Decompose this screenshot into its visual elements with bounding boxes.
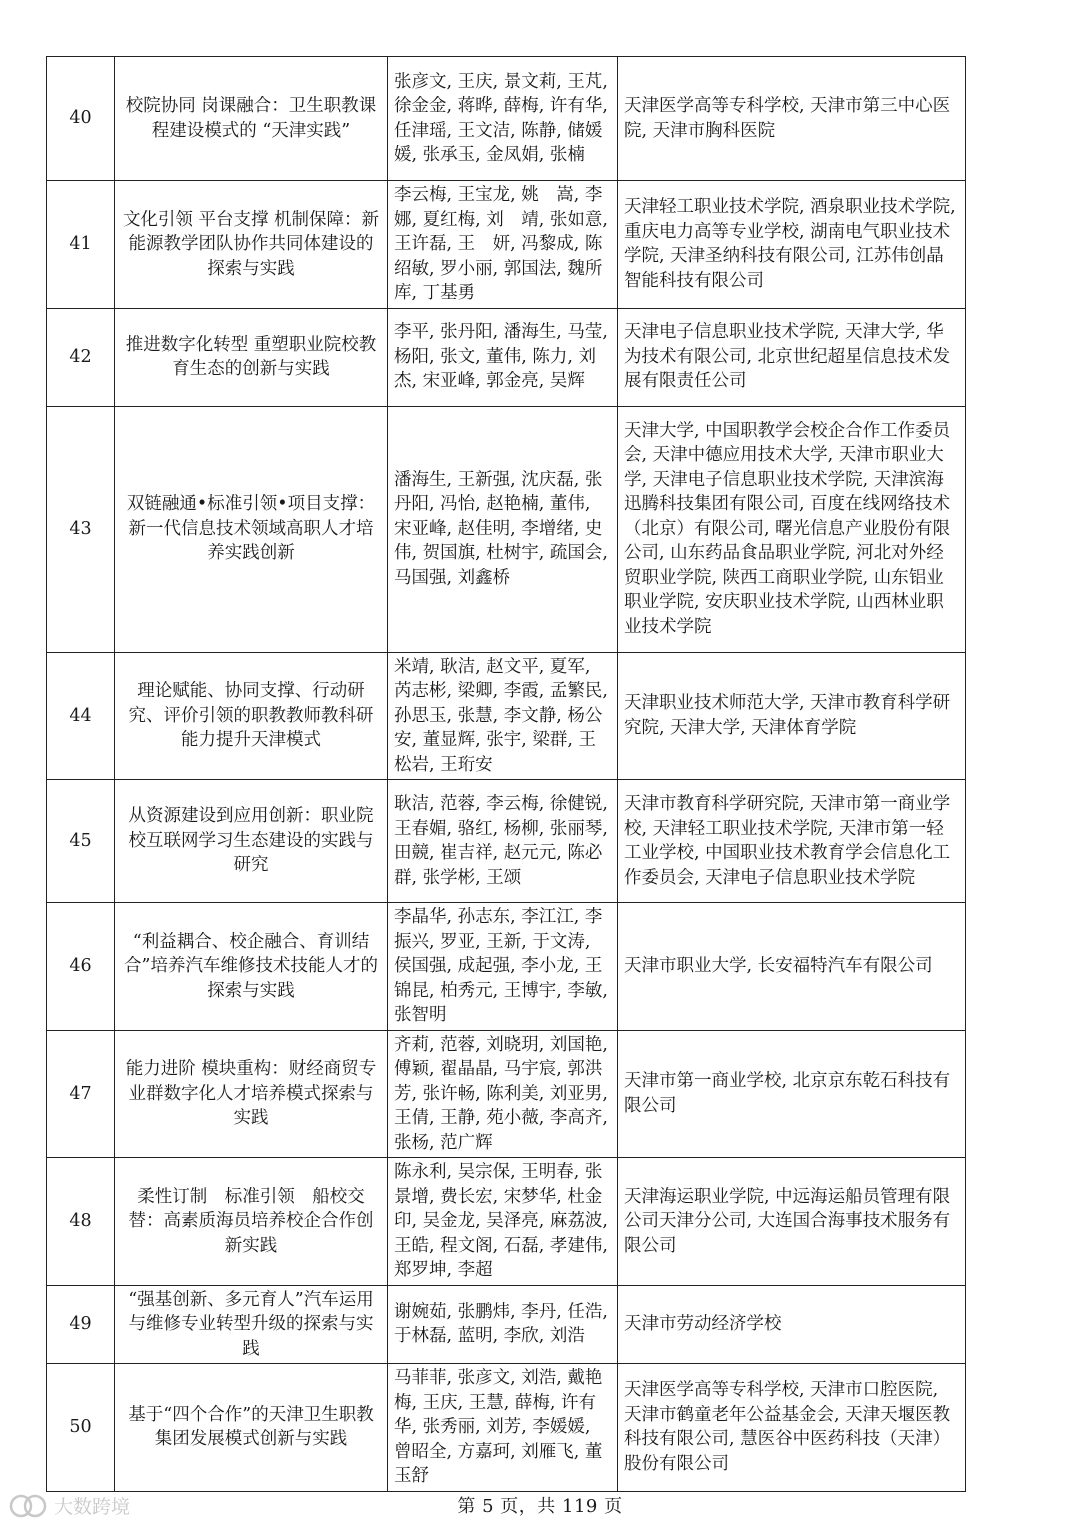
project-title-cell: 双链融通•标准引领•项目支撑：新一代信息技术领域高职人才培养实践创新: [115, 406, 388, 652]
institutions-cell: 天津大学, 中国职教学会校企合作工作委员会, 天津中德应用技术大学, 天津市职业大学, 天津电子信息职业技术学院, 天津滨海迅腾科技集团有限公司, 百度在线网络技术（北京）有限公司, 曙光信息产业股份有限公司, 山东药品食品职业学院, 河北对外经贸职业学院, 陕西工商职业学院, 山东铝业职业学院, 安庆职业技术学院, 山西林业职业技术学院: [618, 406, 966, 652]
table-row: [47, 652, 966, 780]
institutions-cell: 天津海运职业学院, 中远海运船员管理有限公司天津分公司, 大连国合海事技术服务有限公司: [618, 1158, 966, 1286]
row-number-cell: 44: [47, 652, 115, 780]
table-body: [47, 57, 966, 1492]
project-title-cell: 基于“四个合作”的天津卫生职教集团发展模式创新与实践: [115, 1364, 388, 1492]
table-row: [47, 1158, 966, 1286]
team-members-cell: 潘海生, 王新强, 沈庆磊, 张丹阳, 冯怡, 赵艳楠, 董伟, 宋亚峰, 赵佳明, 李增绪, 史伟, 贺国旗, 杜树宇, 疏国会, 马国强, 刘鑫桥: [388, 406, 618, 652]
table-row: [47, 308, 966, 406]
project-title-cell: 能力进阶 模块重构：财经商贸专业群数字化人才培养模式探索与实践: [115, 1030, 388, 1158]
row-number-cell: 46: [47, 903, 115, 1031]
table-row: [47, 406, 966, 652]
institutions-cell: 天津医学高等专科学校, 天津市第三中心医院, 天津市胸科医院: [618, 57, 966, 181]
institutions-cell: 天津市劳动经济学校: [618, 1285, 966, 1364]
row-number-cell: 48: [47, 1158, 115, 1286]
project-title-cell: “利益耦合、校企融合、育训结合”培养汽车维修技术技能人才的探索与实践: [115, 903, 388, 1031]
team-members-cell: 齐莉, 范蓉, 刘晓玥, 刘国艳, 傅颖, 翟晶晶, 马宇宸, 郭洪芳, 张许畅, 陈利美, 刘亚男, 王倩, 王静, 苑小薇, 李高齐, 张杨, 范广辉: [388, 1030, 618, 1158]
table-row: [47, 903, 966, 1031]
row-number-cell: 40: [47, 57, 115, 181]
team-members-cell: 陈永利, 吴宗保, 王明春, 张景增, 费长宏, 宋梦华, 杜金印, 吴金龙, 吴泽亮, 麻荔波, 王皓, 程文阁, 石磊, 孝建伟, 郑罗坤, 李超: [388, 1158, 618, 1286]
row-number-cell: 47: [47, 1030, 115, 1158]
institutions-cell: 天津职业技术师范大学, 天津市教育科学研究院, 天津大学, 天津体育学院: [618, 652, 966, 780]
table-row: [47, 780, 966, 903]
team-members-cell: 李晶华, 孙志东, 李江江, 李振兴, 罗亚, 王新, 于文涛, 侯国强, 成起强, 李小龙, 王锦昆, 柏秀元, 王博宇, 李敏, 张智明: [388, 903, 618, 1031]
project-title-cell: “强基创新、多元育人”汽车运用与维修专业转型升级的探索与实践: [115, 1285, 388, 1364]
team-members-cell: 张彦文, 王庆, 景文莉, 王芃, 徐金金, 蒋晔, 薛梅, 许有华, 任津瑶, 王文洁, 陈静, 储媛媛, 张承玉, 金凤娟, 张楠: [388, 57, 618, 181]
institutions-cell: 天津电子信息职业技术学院, 天津大学, 华为技术有限公司, 北京世纪超星信息技术发展有限责任公司: [618, 308, 966, 406]
project-title-cell: 柔性订制 标准引领 船校交替：高素质海员培养校企合作创新实践: [115, 1158, 388, 1286]
table-row: [47, 181, 966, 309]
institutions-cell: 天津市职业大学, 长安福特汽车有限公司: [618, 903, 966, 1031]
team-members-cell: 李云梅, 王宝龙, 姚 嵩, 李 娜, 夏红梅, 刘 靖, 张如意, 王许磊, 王 妍, 冯黎成, 陈绍敏, 罗小丽, 郭国法, 魏所库, 丁基勇: [388, 181, 618, 309]
team-members-cell: 米靖, 耿洁, 赵文平, 夏军, 芮志彬, 梁卿, 李霞, 孟繁民, 孙思玉, 张慧, 李文静, 杨公安, 董显辉, 张宇, 梁群, 王松岩, 王珩安: [388, 652, 618, 780]
institutions-cell: 天津市教育科学研究院, 天津市第一商业学校, 天津轻工职业技术学院, 天津市第一轻工业学校, 中国职业技术教育学会信息化工作委员会, 天津电子信息职业技术学院: [618, 780, 966, 903]
project-title-cell: 校院协同 岗课融合：卫生职教课程建设模式的 “天津实践”: [115, 57, 388, 181]
institutions-cell: 天津轻工职业技术学院, 酒泉职业技术学院, 重庆电力高等专业学校, 湖南电气职业技术学院, 天津圣纳科技有限公司, 江苏伟创晶智能科技有限公司: [618, 181, 966, 309]
team-members-cell: 谢婉茹, 张鹏炜, 李丹, 任浩, 于林磊, 蓝明, 李欣, 刘浩: [388, 1285, 618, 1364]
row-number-cell: 45: [47, 780, 115, 903]
team-members-cell: 耿洁, 范蓉, 李云梅, 徐健锐, 王春媚, 骆红, 杨柳, 张丽琴, 田競, 崔吉祥, 赵元元, 陈必群, 张学彬, 王颂: [388, 780, 618, 903]
watermark-text: 大数跨境: [54, 1496, 131, 1518]
row-number-cell: 43: [47, 406, 115, 652]
row-number-cell: 49: [47, 1285, 115, 1364]
table-row: [47, 1364, 966, 1492]
project-title-cell: 从资源建设到应用创新：职业院校互联网学习生态建设的实践与研究: [115, 780, 388, 903]
institutions-cell: 天津市第一商业学校, 北京京东乾石科技有限公司: [618, 1030, 966, 1158]
row-number-cell: 41: [47, 181, 115, 309]
project-title-cell: 理论赋能、协同支撑、行动研究、评价引领的职教教师教科研能力提升天津模式: [115, 652, 388, 780]
row-number-cell: 42: [47, 308, 115, 406]
awards-table: [46, 56, 966, 1492]
table-row: [47, 1285, 966, 1364]
project-title-cell: 推进数字化转型 重塑职业院校教育生态的创新与实践: [115, 308, 388, 406]
team-members-cell: 马菲菲, 张彦文, 刘浩, 戴艳梅, 王庆, 王慧, 薛梅, 许有华, 张秀丽, 刘芳, 李媛媛, 曾昭全, 方嘉珂, 刘雁飞, 董玉舒: [388, 1364, 618, 1492]
table-row: [47, 1030, 966, 1158]
institutions-cell: 天津医学高等专科学校, 天津市口腔医院, 天津市鹤童老年公益基金会, 天津天堰医教科技有限公司, 慧医谷中医药科技（天津）股份有限公司: [618, 1364, 966, 1492]
project-title-cell: 文化引领 平台支撑 机制保障：新能源教学团队协作共同体建设的探索与实践: [115, 181, 388, 309]
page-number: 第 5 页，共 119 页: [457, 1496, 623, 1517]
row-number-cell: 50: [47, 1364, 115, 1492]
table-row: [47, 57, 966, 181]
team-members-cell: 李平, 张丹阳, 潘海生, 马莹, 杨阳, 张文, 董伟, 陈力, 刘杰, 宋亚峰, 郭金亮, 吴辉: [388, 308, 618, 406]
